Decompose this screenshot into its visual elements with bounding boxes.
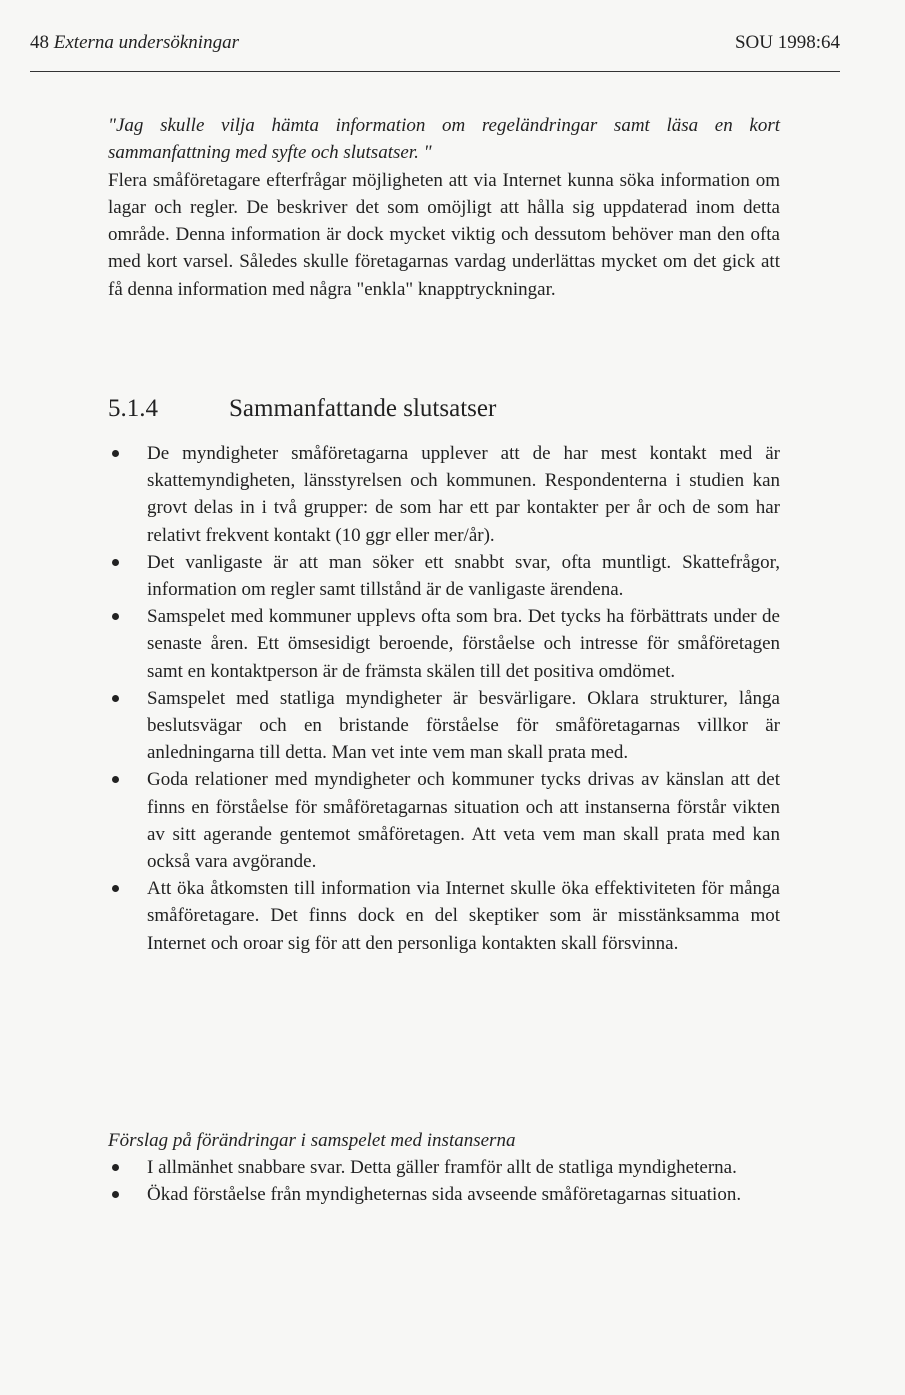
header-rule [30, 71, 840, 72]
proposals-list [108, 1154, 780, 1208]
intro-block [108, 112, 780, 303]
section-number: 5.1.4 [108, 395, 158, 422]
conclusions-list [108, 440, 780, 957]
list-item: Samspelet med kommuner upplevs ofta som bra. Det tycks ha förbättrats under de senaste åren. Ett ömsesidigt beroende, förståelse och intresse för småföretagen samt en kontaktperson är de främsta skälen till det positiva omdömet. [108, 603, 780, 685]
bullet-icon [112, 885, 119, 892]
bullet-icon [112, 776, 119, 783]
intro-quote: "Jag skulle vilja hämta information om regeländringar samt läsa en kort sammanfattning med syfte och slutsatser. " [108, 115, 780, 164]
intro-paragraph: Flera småföretagare efterfrågar möjligheten att via Internet kunna söka information om lagar och regler. De beskriver det som omöjligt att hålla sig uppdaterad inom detta område. Denna information är dock mycket viktig och dessutom behöver man den ofta med kort varsel. Således skulle företagarnas vardag underlättas mycket om det gick att få denna information med några "enkla" knapptryckningar. [108, 169, 780, 300]
header-left [30, 32, 239, 54]
proposals-heading: Förslag på förändringar i samspelet med instanserna [108, 1130, 516, 1151]
list-item: Att öka åtkomsten till information via Internet skulle öka effektiviteten för många småföretagare. Det finns dock en del skeptiker som är misstänksamma mot Internet och oroar sig för att den personliga kontakten skall försvinna. [108, 875, 780, 957]
bullet-icon [112, 695, 119, 702]
list-item: Samspelet med statliga myndigheter är besvärligare. Oklara strukturer, långa beslutsvägar och en bristande förståelse för småföretagarnas villkor är anledningarna till detta. Man vet inte vem man skall prata med. [108, 685, 780, 767]
list-item: De myndigheter småföretagarna upplever att de har mest kontakt med är skattemyndigheten, länsstyrelsen och kommunen. Respondenterna i studien kan grovt delas in i två grupper: de som har ett par kontakter per år och de som har relativt frekvent kontakt (10 ggr eller mer/år). [108, 440, 780, 549]
section-title: Sammanfattande slutsatser [229, 395, 497, 422]
bullet-icon [112, 450, 119, 457]
running-title: Externa undersökningar [53, 32, 239, 53]
bullet-icon [112, 1191, 119, 1198]
list-item: Ökad förståelse från myndigheternas sida avseende småföretagarnas situation. [108, 1181, 780, 1208]
page-number: 48 [30, 32, 49, 53]
list-item: Det vanligaste är att man söker ett snabbt svar, ofta muntligt. Skattefrågor, information om regler samt tillstånd är de vanligaste ärendena. [108, 549, 780, 603]
list-item: Goda relationer med myndigheter och kommuner tycks drivas av känslan att det finns en förståelse för småföretagarnas situation och att instanserna förstår vikten av sitt agerande gentemot småföretagen. Att veta vem man skall prata med kan också vara avgörande. [108, 766, 780, 875]
bullet-icon [112, 1164, 119, 1171]
list-item: I allmänhet snabbare svar. Detta gäller framför allt de statliga myndigheterna. [108, 1154, 780, 1181]
bullet-icon [112, 613, 119, 620]
page-header [30, 32, 840, 62]
bullet-icon [112, 559, 119, 566]
document-id: SOU 1998:64 [734, 32, 840, 53]
